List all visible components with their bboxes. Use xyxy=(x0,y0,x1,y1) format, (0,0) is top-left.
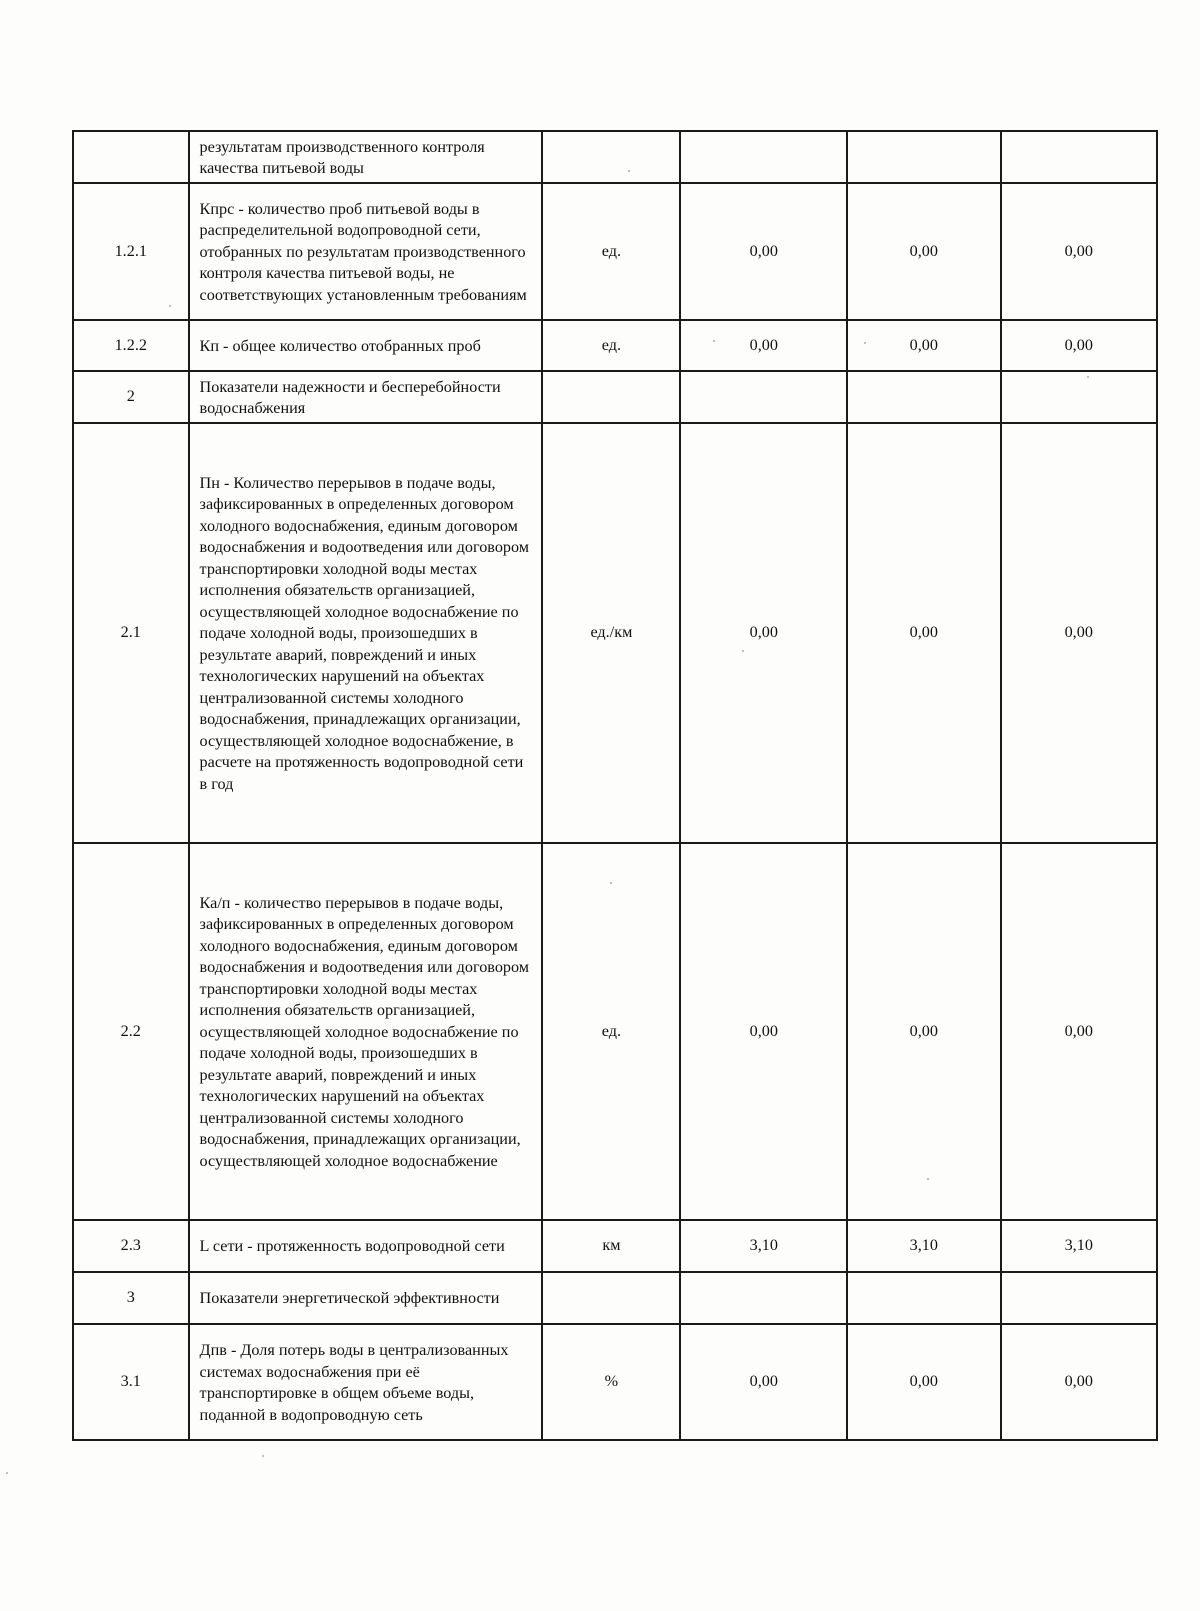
value-cell-1: 0,00 xyxy=(680,1324,847,1440)
value-cell-3: 0,00 xyxy=(1001,1324,1158,1440)
row-number: 1.2.2 xyxy=(73,320,189,371)
unit-cell xyxy=(542,131,680,183)
value-cell-1 xyxy=(680,1272,847,1324)
value-cell-2 xyxy=(847,371,1000,423)
row-number: 3 xyxy=(73,1272,189,1324)
table-row xyxy=(73,1272,1157,1324)
value-cell-2: 3,10 xyxy=(847,1220,1000,1272)
unit-cell xyxy=(542,1272,680,1324)
indicator-description: результатам производственного контроля качества питьевой воды xyxy=(189,131,543,183)
value-cell-1: 0,00 xyxy=(680,183,847,320)
value-cell-3 xyxy=(1001,371,1158,423)
unit-cell xyxy=(542,371,680,423)
value-cell-1: 3,10 xyxy=(680,1220,847,1272)
indicator-description: Показатели энергетической эффективности xyxy=(189,1272,543,1324)
value-cell-1: 0,00 xyxy=(680,423,847,843)
table-row xyxy=(73,1220,1157,1272)
value-cell-3: 0,00 xyxy=(1001,843,1158,1220)
value-cell-1 xyxy=(680,371,847,423)
indicator-description: Кпрс - количество проб питьевой воды в распределительной водопроводной сети, отобранных по результатам производственного контроля качества питьевой воды, не соответствующих установленным требованиям xyxy=(189,183,543,320)
value-cell-1 xyxy=(680,131,847,183)
indicator-description: L сети - протяженность водопроводной сети xyxy=(189,1220,543,1272)
value-cell-3: 0,00 xyxy=(1001,423,1158,843)
unit-cell: % xyxy=(542,1324,680,1440)
row-number: 2.2 xyxy=(73,843,189,1220)
value-cell-3 xyxy=(1001,131,1158,183)
unit-cell: км xyxy=(542,1220,680,1272)
unit-cell: ед. xyxy=(542,320,680,371)
indicator-description: Показатели надежности и бесперебойности водоснабжения xyxy=(189,371,543,423)
value-cell-1: 0,00 xyxy=(680,320,847,371)
value-cell-3 xyxy=(1001,1272,1158,1324)
table-row xyxy=(73,1324,1157,1440)
value-cell-3: 0,00 xyxy=(1001,183,1158,320)
row-number: 1.2.1 xyxy=(73,183,189,320)
unit-cell: ед. xyxy=(542,843,680,1220)
unit-cell: ед./км xyxy=(542,423,680,843)
row-number: 3.1 xyxy=(73,1324,189,1440)
value-cell-2: 0,00 xyxy=(847,843,1000,1220)
row-number: 2.3 xyxy=(73,1220,189,1272)
value-cell-2: 0,00 xyxy=(847,183,1000,320)
table-row xyxy=(73,131,1157,183)
value-cell-2: 0,00 xyxy=(847,423,1000,843)
table-row xyxy=(73,320,1157,371)
unit-cell: ед. xyxy=(542,183,680,320)
value-cell-1: 0,00 xyxy=(680,843,847,1220)
indicator-description: Пн - Количество перерывов в подаче воды, зафиксированных в определенных договором холодного водоснабжения, единым договором водоснабжения и водоотведения или договором транспортировки холодной воды местах исполнения обязательств организацией, осуществляющей холодное водоснабжение по подаче холодной воды, произошедших в результате аварий, повреждений и иных технологических нарушений на объектах централизованной системы холодного водоснабжения, принадлежащих организации, осуществляющей холодное водоснабжение, в расчете на протяженность водопроводной сети в год xyxy=(189,423,543,843)
table-row xyxy=(73,371,1157,423)
table-row xyxy=(73,843,1157,1220)
value-cell-2 xyxy=(847,131,1000,183)
value-cell-3: 0,00 xyxy=(1001,320,1158,371)
row-number xyxy=(73,131,189,183)
value-cell-3: 3,10 xyxy=(1001,1220,1158,1272)
row-number: 2.1 xyxy=(73,423,189,843)
indicator-description: Ка/п - количество перерывов в подаче воды, зафиксированных в определенных договором холодного водоснабжения, единым договором водоснабжения и водоотведения или договором транспортировки холодной воды местах исполнения обязательств организацией, осуществляющей холодное водоснабжение по подаче холодной воды, произошедших в результате аварий, повреждений и иных технологических нарушений на объектах централизованной системы холодного водоснабжения, принадлежащих организации, осуществляющей холодное водоснабжение xyxy=(189,843,543,1220)
indicator-description: Дпв - Доля потерь воды в централизованных системах водоснабжения при её транспортировке в общем объеме воды, поданной в водопроводную сеть xyxy=(189,1324,543,1440)
value-cell-2 xyxy=(847,1272,1000,1324)
row-number: 2 xyxy=(73,371,189,423)
indicator-description: Кп - общее количество отобранных проб xyxy=(189,320,543,371)
table-row xyxy=(73,183,1157,320)
value-cell-2: 0,00 xyxy=(847,1324,1000,1440)
value-cell-2: 0,00 xyxy=(847,320,1000,371)
indicators-table xyxy=(72,130,1158,1441)
table-row xyxy=(73,423,1157,843)
